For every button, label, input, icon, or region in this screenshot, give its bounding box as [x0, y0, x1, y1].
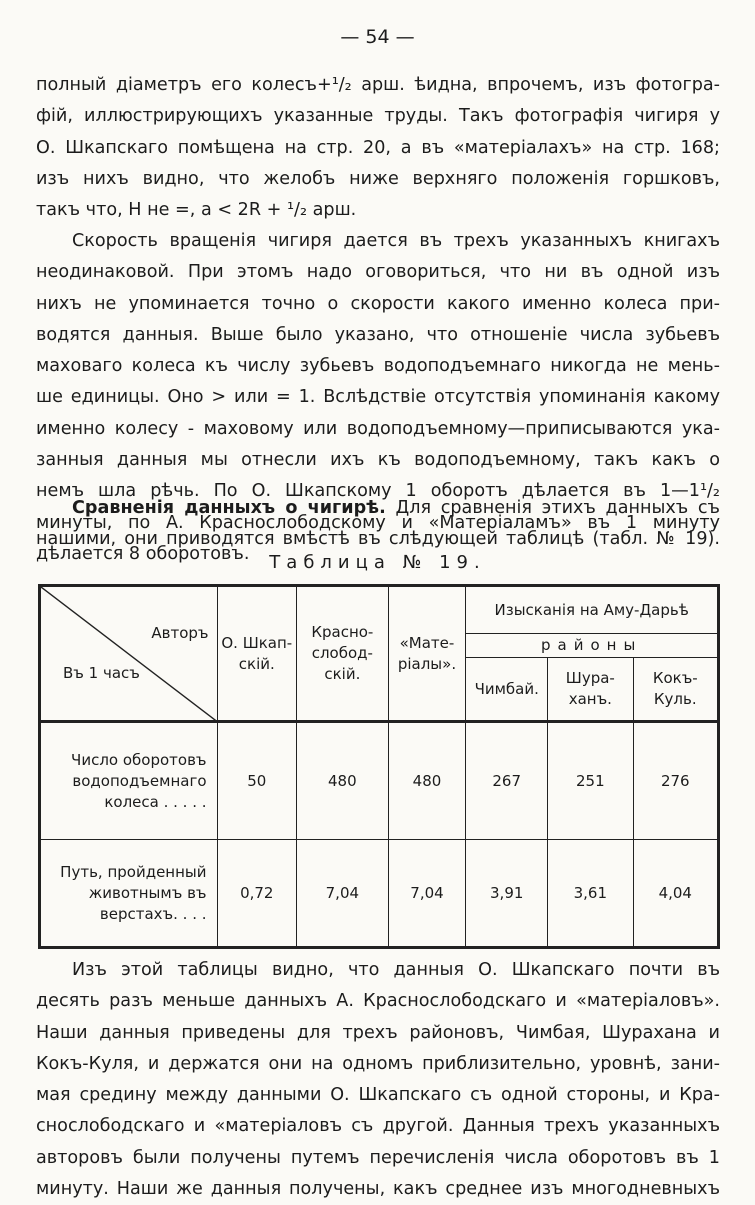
header-line: О. Шкап-: [221, 633, 293, 652]
col-header-krasnoslobodsky: [297, 586, 389, 722]
row-label: [40, 722, 218, 840]
cell-value: 251: [548, 722, 633, 840]
paragraph-3: [36, 493, 720, 556]
author-label: Авторъ: [151, 624, 209, 642]
section-heading: Сравненія данныхъ о чигирѣ.: [72, 498, 386, 518]
col-header-shurakhan: [548, 658, 633, 722]
text-line: минуты, по А. Краснослободскому и «Матеріаламъ» въ 1 минуту: [36, 512, 720, 533]
label-line: водоподъемнаго: [72, 771, 207, 790]
cell-value: 480: [388, 722, 466, 840]
cell-value: 3,91: [466, 840, 548, 948]
text-line: десять разъ меньше данныхъ А. Краснослободскаго и «матеріаловъ».: [36, 991, 720, 1012]
cell-value: 480: [297, 722, 389, 840]
header-line: Куль.: [653, 690, 697, 708]
table-caption: Таблица № 19.: [269, 552, 486, 573]
text-line: именно колесу - маховому или водоподъемному—приписываются ука-: [36, 418, 720, 439]
col-header-materialy: [388, 586, 466, 722]
text-line: маховаго колеса къ числу зубьевъ водоподъемнаго никогда не мень-: [36, 356, 720, 377]
text-line: изъ нихъ видно, что желобъ ниже верхняго положенія горшковъ,: [36, 168, 720, 189]
header-line: ріалы».: [397, 654, 457, 673]
label-line: Число оборотовъ: [71, 750, 207, 769]
text-line: неодинаковой. При этомъ надо оговориться, что ни въ одной изъ: [36, 262, 720, 283]
text-line: [36, 493, 720, 524]
row-label: [40, 840, 218, 948]
label-line: верстахъ. . . .: [99, 904, 207, 923]
text-line: Кокъ-Куля, и держатся они на одномъ приблизительно, уровнѣ, зани-: [36, 1053, 720, 1074]
label-line: колеса . . . . .: [104, 792, 207, 811]
page-number: — 54 —: [340, 26, 415, 48]
diagonal-line: [41, 587, 219, 723]
subgroup-header-districts: районы: [466, 634, 719, 658]
text-line: ше единицы. Оно > или = 1. Вслѣдствіе отсутствія упоминанія какому: [36, 387, 720, 408]
label-line: Путь, пройденный: [60, 862, 207, 881]
cell-value: 276: [633, 722, 718, 840]
header-line: Кокъ-: [652, 669, 698, 687]
label-line: животнымъ въ: [88, 883, 207, 902]
header-line: слобод-: [311, 644, 373, 662]
text-line: такъ что, H не =, а < 2R + ¹/₂ арш.: [36, 200, 357, 221]
col-header-chimbay: Чимбай.: [466, 658, 548, 722]
cell-value: 50: [217, 722, 297, 840]
text-line: Наши данныя приведены для трехъ районовъ, Чимбая, Шурахана и: [36, 1022, 720, 1043]
text-line: дѣлается 8 оборотовъ.: [36, 543, 250, 564]
text-span: Для сравненія этихъ данныхъ съ: [395, 498, 720, 518]
col-header-kokkul: [633, 658, 718, 722]
cell-value: 3,61: [548, 840, 633, 948]
text-line: снослободскаго и «матеріаловъ съ другой. Данныя трехъ указанныхъ: [36, 1116, 720, 1137]
text-line: занныя данныя мы отнесли ихъ къ водоподъемному, такъ какъ о: [36, 450, 720, 471]
text-line: нихъ не упоминается точно о скорости какого именно колеса при-: [36, 293, 720, 314]
table-row: [40, 722, 719, 840]
header-line: ханъ.: [568, 690, 612, 708]
header-line: «Мате-: [399, 633, 455, 652]
cell-value: 267: [466, 722, 548, 840]
text-line: нашими, они приводятся вмѣстѣ въ слѣдующей таблицѣ (табл. № 19).: [36, 529, 720, 550]
header-line: скій.: [324, 665, 361, 683]
cell-value: 7,04: [297, 840, 389, 948]
cell-value: 0,72: [217, 840, 297, 948]
text-line: О. Шкапскаго помѣщена на стр. 20, а въ «матеріалахъ» на стр. 168;: [36, 137, 720, 158]
text-line: Изъ этой таблицы видно, что данныя О. Шкапскаго почти въ: [72, 960, 720, 980]
paragraph-4: [36, 955, 720, 1205]
text-line: полный діаметръ его колесъ+¹/₂ арш. ѣидна, впрочемъ, изъ фотогра-: [36, 75, 720, 95]
header-line: Красно-: [311, 623, 374, 641]
text-line: фій, иллюстрирующихъ указанные труды. Такъ фотографія чигиря у: [36, 106, 720, 127]
text-line: минуту. Наши же данныя получены, какъ среднее изъ многодневныхъ: [36, 1179, 720, 1200]
cell-value: 4,04: [633, 840, 718, 948]
text-line: авторовъ были получены путемъ перечисленія числа оборотовъ въ 1: [36, 1147, 720, 1168]
text-line: мая средину между данными О. Шкапскаго съ одной стороны, и Кра-: [36, 1085, 720, 1106]
per-hour-label: Въ 1 часъ: [63, 664, 140, 682]
group-header-amu-darya: Изысканія на Аму-Дарьѣ: [466, 586, 719, 634]
text-line: водятся данныя. Выше было указано, что отношеніе числа зубьевъ: [36, 324, 720, 345]
paragraph-1: [36, 70, 720, 226]
header-line: скій.: [238, 654, 275, 673]
text-line: немъ шла рѣчь. По О. Шкапскому 1 оборотъ дѣлается въ 1—1¹/₂: [36, 481, 720, 502]
cell-value: 7,04: [388, 840, 466, 948]
header-line: Шура-: [565, 669, 615, 687]
text-line: Скорость вращенія чигиря дается въ трехъ указанныхъ книгахъ: [72, 231, 720, 251]
corner-header-cell: [40, 586, 218, 722]
table-19: [38, 584, 720, 949]
table-row: [40, 840, 719, 948]
col-header-shkapsky: [217, 586, 297, 722]
